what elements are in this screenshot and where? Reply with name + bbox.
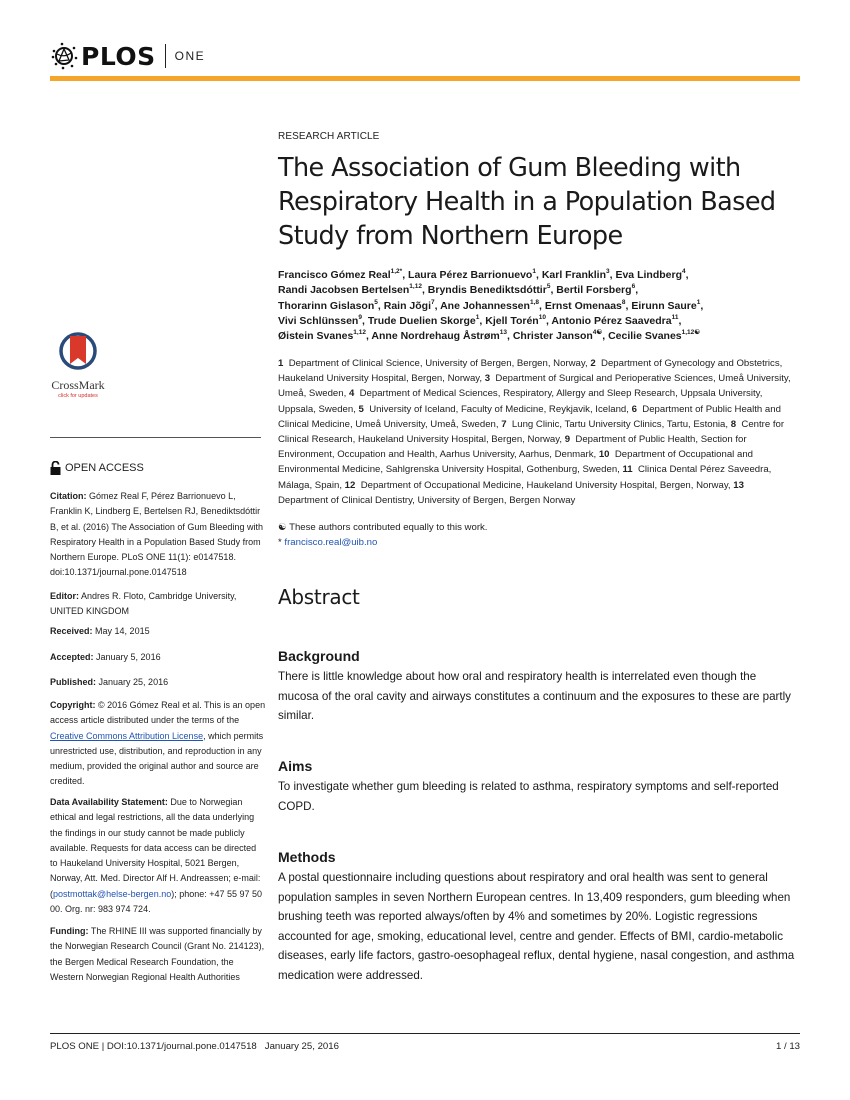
corresponding-marker: *: [278, 536, 282, 548]
data-availability-text-end: ); phone: +47 55 97 50 00. Org. nr: 983 974 724.: [50, 888, 263, 915]
editor-text: Andres R. Floto, Cambridge University, UNITED KINGDOM: [50, 591, 237, 617]
author-name: Øistein Svanes: [278, 330, 354, 343]
author-affiliation: 1: [696, 298, 701, 306]
author-name: Randi Jacobsen Bertelsen: [278, 284, 410, 297]
data-availability-block: [50, 795, 266, 917]
affiliation-number: 4: [348, 388, 355, 400]
affiliation-list: [278, 356, 798, 508]
affiliation-number: 5: [358, 403, 364, 415]
author-name: Bertil Forsberg: [556, 284, 632, 297]
affiliation-number: 13: [733, 479, 744, 491]
copyright-text-end: , which permits unrestricted use, distribution, and reproduction in any medium, provided the original author and source are credited.: [50, 730, 264, 787]
footer-date: January 25, 2016: [264, 1041, 339, 1052]
open-access-label: OPEN ACCESS: [65, 462, 144, 474]
footer-divider: [50, 1033, 800, 1034]
author-name: Ane Johannessen: [440, 299, 530, 312]
author-affiliation: 1,12: [353, 329, 366, 337]
open-access-badge: [50, 461, 144, 475]
abstract-section-methods: [278, 849, 798, 985]
section-text: A postal questionnaire including questions about respiratory and oral health was sent to general population samples in seven Northern European centres. In 13,409 responders, gum bleeding when brushing teeth was reported always/often by 4% and sometimes by 20%. Logistic regressions accounted for age, smoking, educational level, centre and gender. Effects of BMI, cardio-metabolic diseases, early life factors, gastro-oesophageal reflux, dental hygiene, nasal congestion, and asthma medication were addressed.: [278, 871, 795, 982]
accepted-label: Accepted:: [50, 652, 94, 662]
accepted-block: [50, 650, 266, 665]
author-name: Christer Janson: [512, 330, 593, 343]
affiliation-number: 10: [598, 449, 610, 461]
logo-divider: [165, 44, 166, 68]
author-name: Vivi Schlünssen: [278, 314, 359, 327]
published-block: [50, 675, 266, 690]
affiliation-number: 2: [590, 358, 596, 369]
author-name: Thorarinn Gislason: [278, 299, 375, 312]
journal-name: ONE: [174, 49, 206, 63]
affiliation-text: Centre for Clinical Research, Haukeland University Hospital, Bergen, Norway,: [278, 418, 785, 446]
author-name: Eva Lindberg: [615, 269, 682, 281]
affiliation-text: Department of Occupational and Environmental Medicine, Sahlgrenska University Hospital, Gothenburg, Sweden,: [278, 449, 753, 476]
data-access-email-link[interactable]: postmottak@helse-bergen.no: [53, 888, 172, 899]
editor-block: [50, 589, 266, 620]
affiliation-text: Department of Medical Sciences, Respiratory, Allergy and Sleep Research, Uppsala University, Uppsala, Sweden,: [278, 388, 763, 415]
received-label: Received:: [50, 626, 93, 636]
section-heading: Aims: [278, 758, 313, 774]
page-number: 1 / 13: [775, 1041, 800, 1052]
author-name: Ernst Omenaas: [544, 299, 622, 312]
author-affiliation: 10: [538, 313, 546, 321]
header-accent-bar: [50, 76, 800, 81]
affiliation-text: Lung Clinic, Tartu University Clinics, Tartu, Estonia,: [511, 418, 729, 430]
author-affiliation: 1: [475, 313, 480, 321]
funding-block: [50, 924, 266, 985]
author-name: Cecilie Svanes: [608, 330, 682, 343]
crossmark-label: CrossMark: [51, 378, 105, 392]
data-availability-label: Data Availability Statement:: [50, 797, 168, 807]
author-line: Thorarinn Gislason$^5$, Rain Jõgi$^7$, Ane Johannessen$^{1,8}$, Ernst Omenaas$^8$, Eirunn Saure$^1$,: [278, 298, 704, 312]
author-name: Karl Franklin: [541, 269, 606, 281]
affiliation-number: 1: [278, 358, 284, 369]
abstract-section-aims: [278, 758, 798, 816]
corresponding-author-note: [278, 536, 798, 551]
author-line: Øistein Svanes$^{1,12}$, Anne Nordrehaug Åstrøm$^{13}$, Christer Janson$^{4☯}$, Cecilie Svanes$^{1,12☯}$: [278, 329, 701, 343]
title-line: Respiratory Health in a Population Based: [278, 187, 776, 217]
author-name: Laura Pérez Barrionuevo: [408, 269, 533, 281]
footer-doi: PLOS ONE | DOI:10.1371/journal.pone.0147518: [50, 1041, 257, 1052]
received-block: [50, 624, 266, 639]
funding-label: Funding:: [50, 926, 89, 936]
author-line: Francisco Gómez Real$^{1,2*}$, Laura Pérez Barrionuevo$^1$, Karl Franklin$^3$, Eva Lindberg$^4$,: [278, 268, 689, 281]
received-date: May 14, 2015: [95, 626, 150, 636]
crossmark-icon: [58, 330, 98, 374]
author-affiliation: 4☯: [592, 329, 603, 337]
abstract-section-background: [278, 648, 798, 726]
affiliation-text: Department of Gynecology and Obstetrics, Haukeland University Hospital, Bergen, Norway,: [278, 358, 783, 385]
section-heading: Background: [278, 648, 360, 664]
author-notes: [278, 521, 798, 550]
author-name: Kjell Torén: [485, 314, 539, 327]
article-title: [278, 151, 798, 253]
author-line: Randi Jacobsen Bertelsen$^{1,12}$, Bryndis Benediktsdóttir$^5$, Bertil Forsberg$^6$,: [278, 283, 639, 297]
brand-name: PLOS: [81, 41, 156, 71]
accepted-date: January 5, 2016: [96, 652, 161, 662]
crossmark-subtitle: click for updates: [58, 393, 98, 399]
affiliation-number: 3: [484, 373, 491, 385]
author-affiliation: 1: [532, 268, 536, 275]
author-affiliation: 1,8: [529, 298, 539, 306]
affiliation-number: 12: [344, 479, 356, 491]
author-affiliation: 5: [374, 298, 378, 306]
author-affiliation: 1,12: [409, 283, 422, 291]
copyright-text: © 2016 Gómez Real et al. This is an open access article distributed under the terms of the: [50, 700, 266, 726]
author-name: Antonio Pérez Saavedra: [551, 314, 672, 327]
copyright-label: Copyright:: [50, 700, 96, 710]
published-date: January 25, 2016: [98, 677, 169, 687]
author-line: Vivi Schlünssen$^9$, Trude Duelien Skorge$^1$, Kjell Torén$^{10}$, Antonio Pérez Saavedra$^{11}$,: [278, 313, 682, 327]
editor-label: Editor:: [50, 591, 79, 601]
plos-one-logo[interactable]: [50, 40, 205, 72]
citation-label: Citation:: [50, 491, 87, 501]
citation-block: [50, 489, 266, 581]
author-name: Bryndis Benediktsdóttir: [427, 284, 547, 297]
author-name: Anne Nordrehaug Åstrøm: [371, 330, 500, 343]
author-name: Francisco Gómez Real: [278, 269, 391, 281]
crossmark-badge[interactable]: [48, 330, 108, 399]
corresponding-email-link[interactable]: francisco.real@uib.no: [284, 536, 378, 548]
affiliation-number: 6: [631, 403, 637, 415]
author-affiliation: 1,2*: [390, 268, 403, 275]
title-line: The Association of Gum Bleeding with: [278, 153, 741, 183]
section-text: To investigate whether gum bleeding is related to asthma, respiratory symptoms and self-reported COPD.: [278, 780, 779, 813]
affiliation-text: Department of Surgical and Perioperative Sciences, Umeå University, Umeå, Sweden,: [278, 373, 791, 400]
plos-globe-icon: [50, 42, 78, 70]
author-list: [278, 268, 798, 344]
author-affiliation: 8: [621, 298, 626, 306]
affiliation-number: 7: [501, 418, 507, 430]
affiliation-text: Department of Public Health and Clinical Medicine, Umeå University, Umeå, Sweden,: [278, 403, 781, 430]
author-name: Trude Duelien Skorge: [367, 314, 476, 327]
unlocked-padlock-icon: [50, 461, 61, 475]
footer-citation: [50, 1041, 339, 1052]
affiliation-text: Department of Clinical Dentistry, University of Bergen, Bergen Norway: [278, 494, 576, 506]
license-link[interactable]: Creative Commons Attribution License: [50, 730, 204, 741]
affiliation-number: 8: [730, 418, 737, 430]
published-label: Published:: [50, 677, 97, 687]
affiliation-number: 11: [622, 464, 633, 476]
copyright-block: [50, 698, 266, 790]
affiliation-text: Department of Public Health, Section for Environment, Occupation and Health, Aarhus University, Aarhus, Denmark,: [278, 434, 747, 461]
author-affiliation: 11: [671, 313, 679, 321]
author-affiliation: 9: [358, 313, 362, 321]
affiliation-text: Clinica Dental Pérez Saveedra, Málaga, Spain,: [278, 464, 772, 491]
section-heading: Methods: [278, 849, 336, 865]
section-text: There is little knowledge about how oral and respiratory health is interrelated even though the mucosa of the oral cavity and airways constitutes a continuum and the exposures to these are partly similar.: [278, 670, 791, 722]
funding-text: The RHINE III was supported financially by the Norwegian Research Council (Grant No. 214123), the Bergen Medical Research Foundation, the Western Norwegian Regional Health Authorities: [50, 926, 265, 982]
data-availability-text: Due to Norwegian ethical and legal restrictions, all the data underlying the findings in our study cannot be made publicly available. Requests for data access can be directed to Haukeland University Hospital, 5021 Bergen, Norway, Att. Med. Director Alf H. Andreassen; e-mail: (: [50, 797, 261, 899]
author-affiliation: 1,12☯: [681, 329, 701, 337]
title-line: Study from Northern Europe: [278, 221, 623, 251]
abstract-heading: Abstract: [278, 585, 360, 609]
affiliation-number: 9: [564, 434, 571, 446]
author-affiliation: 5: [546, 283, 551, 291]
equal-contribution-note: ☯ These authors contributed equally to this work.: [278, 522, 488, 533]
sidebar-divider: [50, 437, 261, 438]
author-affiliation: 6: [631, 283, 636, 291]
affiliation-text: University of Iceland, Faculty of Medicine, Reykjavik, Iceland,: [369, 403, 629, 415]
author-affiliation: 3: [606, 268, 610, 275]
affiliation-text: Department of Clinical Science, University of Bergen, Bergen, Norway,: [288, 358, 588, 369]
article-type: RESEARCH ARTICLE: [278, 131, 380, 142]
affiliation-text: Department of Occupational Medicine, Haukeland University Hospital, Bergen, Norway,: [360, 479, 731, 491]
author-name: Eirunn Saure: [631, 299, 697, 312]
author-name: Rain Jõgi: [383, 299, 431, 312]
citation-text: Gómez Real F, Pérez Barrionuevo L, Franklin K, Lindberg E, Bertelsen RJ, Benediktsdóttir B, et al. (2016) The Association of Gum Bleeding with Respiratory Health in a Population Based Study from Northern Europe. PLoS ONE 11(1): e0147518. doi:10.1371/journal.pone.0147518: [50, 491, 263, 578]
author-affiliation: 7: [431, 298, 435, 306]
author-affiliation: 4: [681, 268, 686, 275]
author-affiliation: 13: [499, 329, 507, 337]
